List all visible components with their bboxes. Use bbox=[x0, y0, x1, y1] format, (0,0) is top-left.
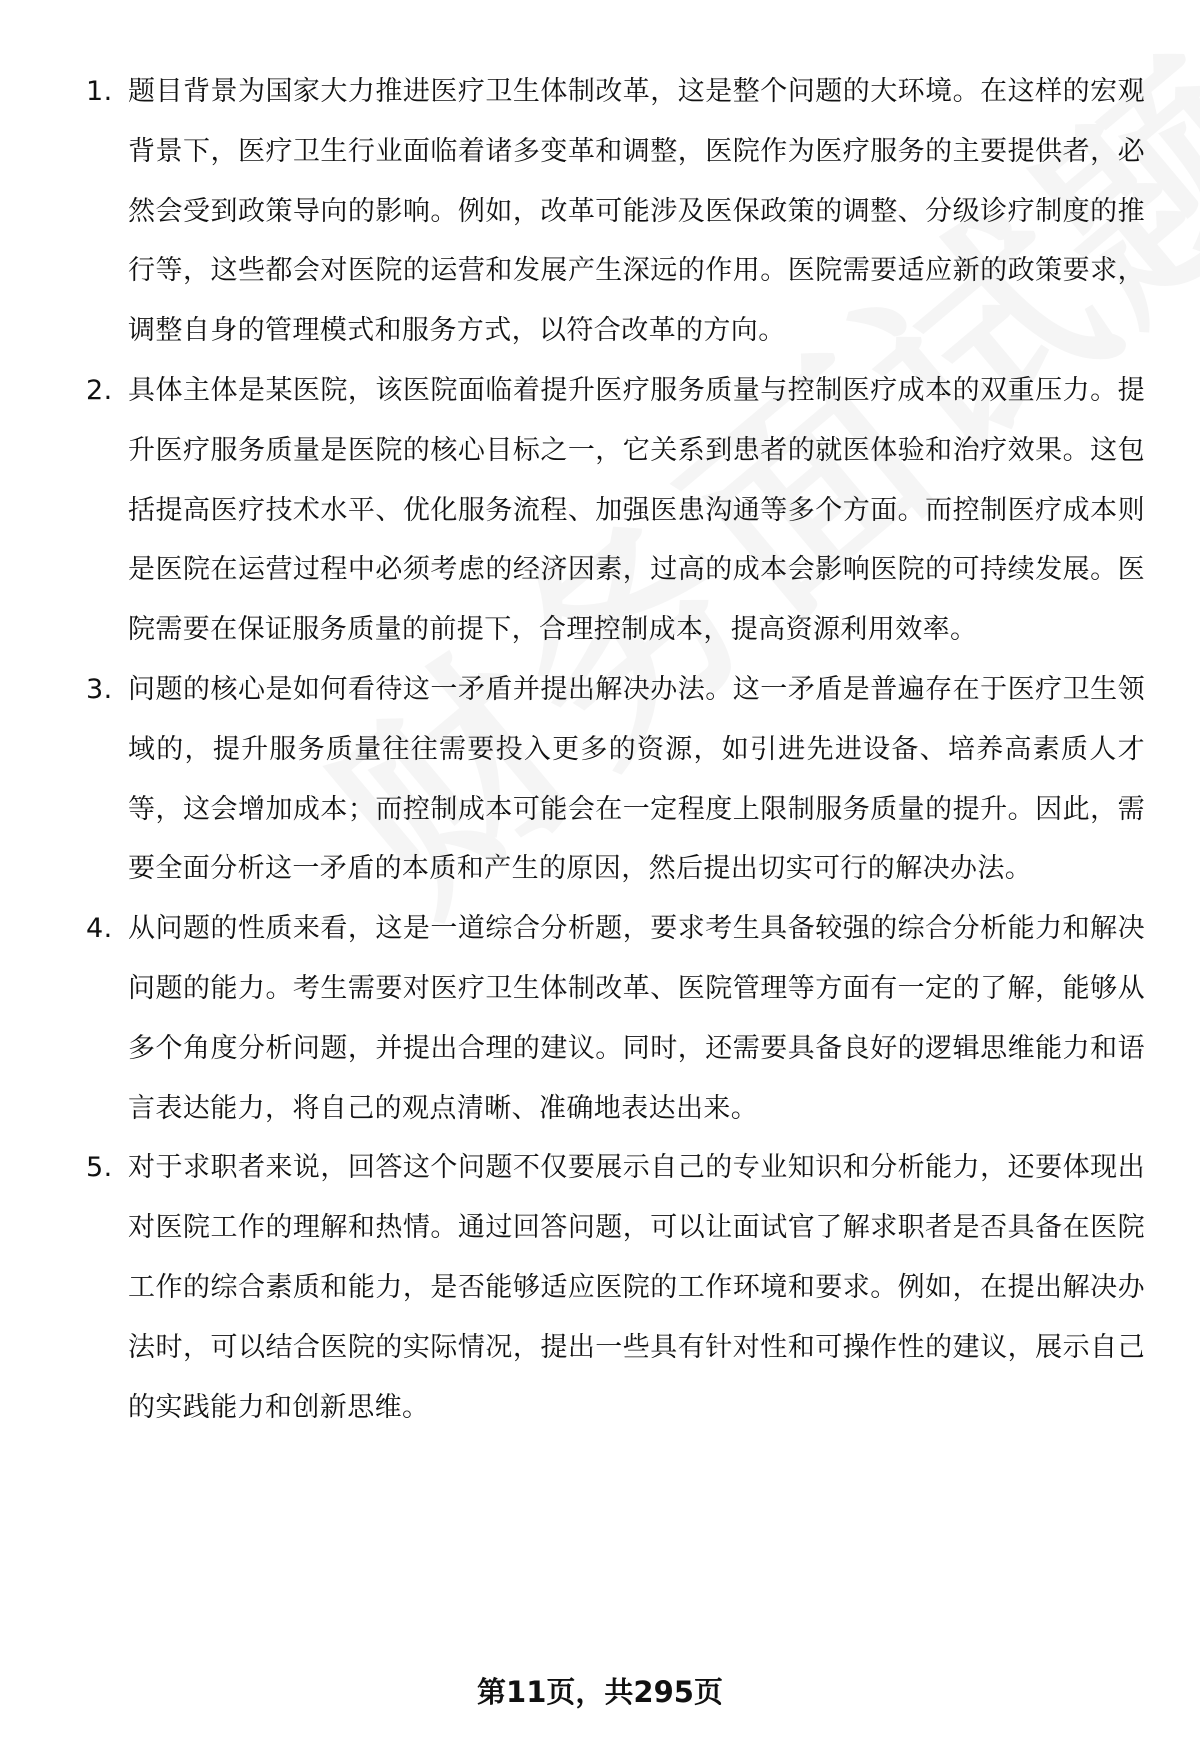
list-item-text: 问题的核心是如何看待这一矛盾并提出解决办法。这一矛盾是普遍存在于医疗卫生领域的，提升服务质量往往需要投入更多的资源，如引进先进设备、培养高素质人才等，这会增加成本；而控制成本可能会在一定程度上限制服务质量的提升。因此，需要全面分析这一矛盾的本质和产生的原因，然后提出切实可行的解决办法。 bbox=[128, 673, 1145, 885]
list-item bbox=[80, 62, 1145, 361]
list-item-text: 具体主体是某医院，该医院面临着提升医疗服务质量与控制医疗成本的双重压力。提升医疗服务质量是医院的核心目标之一，它关系到患者的就医体验和治疗效果。这包括提高医疗技术水平、优化服务流程、加强医患沟通等多个方面。而控制医疗成本则是医院在运营过程中必须考虑的经济因素，过高的成本会影响医院的可持续发展。医院需要在保证服务质量的前提下，合理控制成本，提高资源利用效率。 bbox=[128, 374, 1145, 646]
list-item bbox=[80, 361, 1145, 660]
list-item-number: 2. bbox=[86, 374, 113, 406]
list-item-text: 对于求职者来说，回答这个问题不仅要展示自己的专业知识和分析能力，还要体现出对医院工作的理解和热情。通过回答问题，可以让面试官了解求职者是否具备在医院工作的综合素质和能力，是否能够适应医院的工作环境和要求。例如，在提出解决办法时，可以结合医院的实际情况，提出一些具有针对性和可操作性的建议，展示自己的实践能力和创新思维。 bbox=[128, 1152, 1145, 1423]
list-item-text: 从问题的性质来看，这是一道综合分析题，要求考生具备较强的综合分析能力和解决问题的能力。考生需要对医疗卫生体制改革、医院管理等方面有一定的了解，能够从多个角度分析问题，并提出合理的建议。同时，还需要具备良好的逻辑思维能力和语言表达能力，将自己的观点清晰、准确地表达出来。 bbox=[128, 913, 1145, 1124]
list-item bbox=[80, 1138, 1145, 1437]
list-item bbox=[80, 660, 1145, 899]
list-item-number: 5. bbox=[86, 1152, 113, 1184]
list-item-number: 1. bbox=[86, 76, 113, 107]
page-number: 第11页，共295页 bbox=[477, 1675, 723, 1709]
list-item bbox=[80, 899, 1145, 1138]
list-item-number: 3. bbox=[86, 673, 113, 705]
analysis-list bbox=[80, 62, 1145, 1437]
list-item-text: 题目背景为国家大力推进医疗卫生体制改革，这是整个问题的大环境。在这样的宏观背景下，医疗卫生行业面临着诸多变革和调整，医院作为医疗服务的主要提供者，必然会受到政策导向的影响。例如，改革可能涉及医保政策的调整、分级诊疗制度的推行等，这些都会对医院的运营和发展产生深远的作用。医院需要适应新的政策要求，调整自身的管理模式和服务方式，以符合改革的方向。 bbox=[128, 76, 1145, 347]
list-item-number: 4. bbox=[86, 913, 113, 945]
